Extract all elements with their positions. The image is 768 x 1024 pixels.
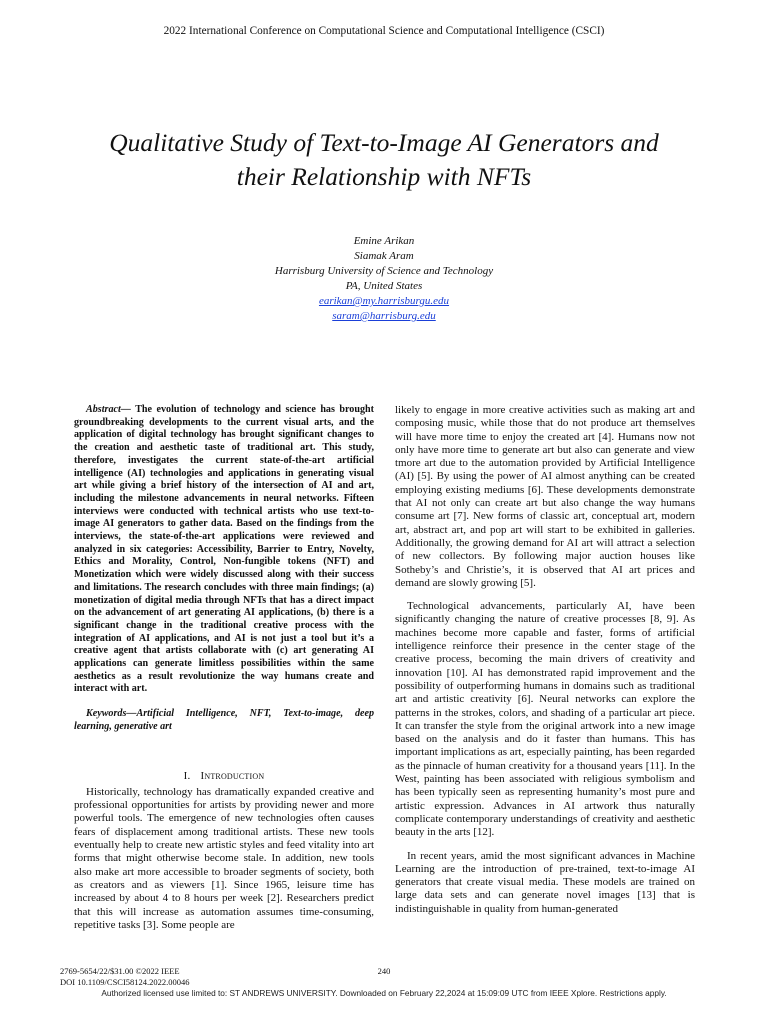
section-heading bbox=[74, 770, 374, 783]
section-number: I. bbox=[183, 769, 191, 782]
abstract-label: Abstract— bbox=[86, 404, 131, 415]
right-column bbox=[395, 404, 695, 916]
footer-doi: DOI 10.1109/CSCI58124.2022.00046 bbox=[60, 976, 190, 987]
author-affiliation: Harrisburg University of Science and Technology bbox=[274, 265, 494, 277]
left-column bbox=[74, 404, 374, 932]
section-title: Introduction bbox=[200, 769, 265, 782]
author-name: Emine Arikan bbox=[353, 235, 415, 247]
body-paragraph: In recent years, amid the most significant advances in Machine Learning are the introduction of pre-trained, text-to-image AI generators that create visual media. These models are trained on large data sets and can generate novel images [13] that is indistinguishable in quality from human-generated bbox=[395, 849, 695, 915]
abstract-text: The evolution of technology and science has brought groundbreaking developments to the current visual arts, and the application of digital technology has brought significant changes to the creation and aesthetic taste of traditional art. This study, therefore, investigates the current state-of-the-art artificial intelligence (AI) technologies and applications in generating visual art while giving a brief history of the intersection of AI and art, including the milestone advancements in neural networks. Fifteen interviews were conducted with technical artists who use text-to-image AI generators to gather data. Based on the findings from the interviews, the state-of-the-art applications were reviewed and analyzed in six categories: Accessibility, Barrier to Entry, Novelty, Ethics and Morality, Control, Non-fungible tokens (NFT) and Monetization which were widely discussed along with their success and limitations. The research concludes with three main findings; (a) monetization of digital media through NFTs that has a direct impact on the advancement of art generating AI applications, (b) there is a significant change in the traditional creative process with the integration of AI applications, and AI is not just a tool but it’s a creative agent that artists collaborate with (c) art generating AI applications can generate limitless possibilities within the same aesthetics as a result revolutionize the way humans create and interact with art. bbox=[74, 404, 374, 695]
page-number: 240 bbox=[377, 966, 391, 976]
author-email-link[interactable]: earikan@my.harrisburgu.edu bbox=[318, 295, 450, 307]
author-block bbox=[0, 234, 768, 324]
abstract bbox=[74, 404, 374, 696]
conference-header: 2022 International Conference on Computational Science and Computational Intelligence (CSCI) bbox=[163, 25, 605, 37]
title-line-2: their Relationship with NFTs bbox=[236, 162, 532, 191]
title-line-1: Qualitative Study of Text-to-Image AI Generators and bbox=[109, 128, 659, 157]
body-paragraph: Technological advancements, particularly AI, have been significantly changing the nature of creative processes [8, 9]. As machines become more capable and faster, forms of artificial intelligence reinforce their presence in the center stage of the creative process, becoming the main drivers of creativity and innovation [10]. AI has demonstrated rapid improvement and the possibility of outperforming humans in domains such as traditional art and artistic creativity [6]. Neural networks can explore the patterns in the strokes, colors, and shading of a particular art piece. It can transfer the style from the original artwork into a new image based on the analysis and do it faster than humans. This has important implications as art, especially painting, has been regarded as the pinnacle of human creativity for a thousand years [11]. In the West, painting has been associated with religious symbolism and has been typically seen as representing humanity’s most pure and artistic expression. Advances in AI artwork thus naturally complicate contemporary understandings of creativity and aesthetic beauty in the arts [12]. bbox=[395, 600, 695, 839]
body-paragraph: likely to engage in more creative activities such as making art and composing music, while those that do not produce art themselves will have more time to enjoy the created art [4]. Humans now not only have more time to generate art but also can generate and view tmore art due to the automation provided by Artificial Intelligence (AI) [5]. By using the power of AI almost anything can be created employing existing mediums [6]. These developments demonstrate that AI not only can create art but also change the way humans consume art [7]. New forms of classic art, conceptual art, modern art, abstract art, and pop art will start to be exhibited in galleries. Additionally, the growing demand for AI art will attract a selection of new collectors. By following major auction houses like Sotheby’s and Christie’s, it is observed that AI art prices and demand are slowly growing [5]. bbox=[395, 404, 695, 589]
paper-title bbox=[40, 126, 728, 194]
license-notice: Authorized licensed use limited to: ST ANDREWS UNIVERSITY. Downloaded on February 22,2024 at 15:09:09 UTC from IEEE Xplore. Restrictions apply. bbox=[101, 988, 667, 998]
footer-issn: 2769-5654/22/$31.00 ©2022 IEEE bbox=[60, 966, 180, 976]
author-location: PA, United States bbox=[345, 280, 423, 292]
body-paragraph: Historically, technology has dramatically expanded creative and professional opportunities for artists by providing newer and more powerful tools. The emergence of new technologies often causes fears of displacement among traditional artists. These new tools eventually help to create new artistic styles and feed vitality into art forms that might otherwise become stale. In addition, new tools also make art more accessible to broader segments of society, both as creators and as viewers [1]. Since 1965, leisure time has increased by about 4 to 8 hours per week [2]. Researchers predict that this will increase as automation assumes time-consuming, repetitive tasks [3]. Some people are bbox=[74, 785, 374, 931]
author-email-link[interactable]: saram@harrisburg.edu bbox=[332, 310, 436, 322]
author-name: Siamak Aram bbox=[354, 250, 414, 262]
keywords: Keywords—Artificial Intelligence, NFT, Text-to-image, deep learning, generative art bbox=[74, 708, 374, 732]
